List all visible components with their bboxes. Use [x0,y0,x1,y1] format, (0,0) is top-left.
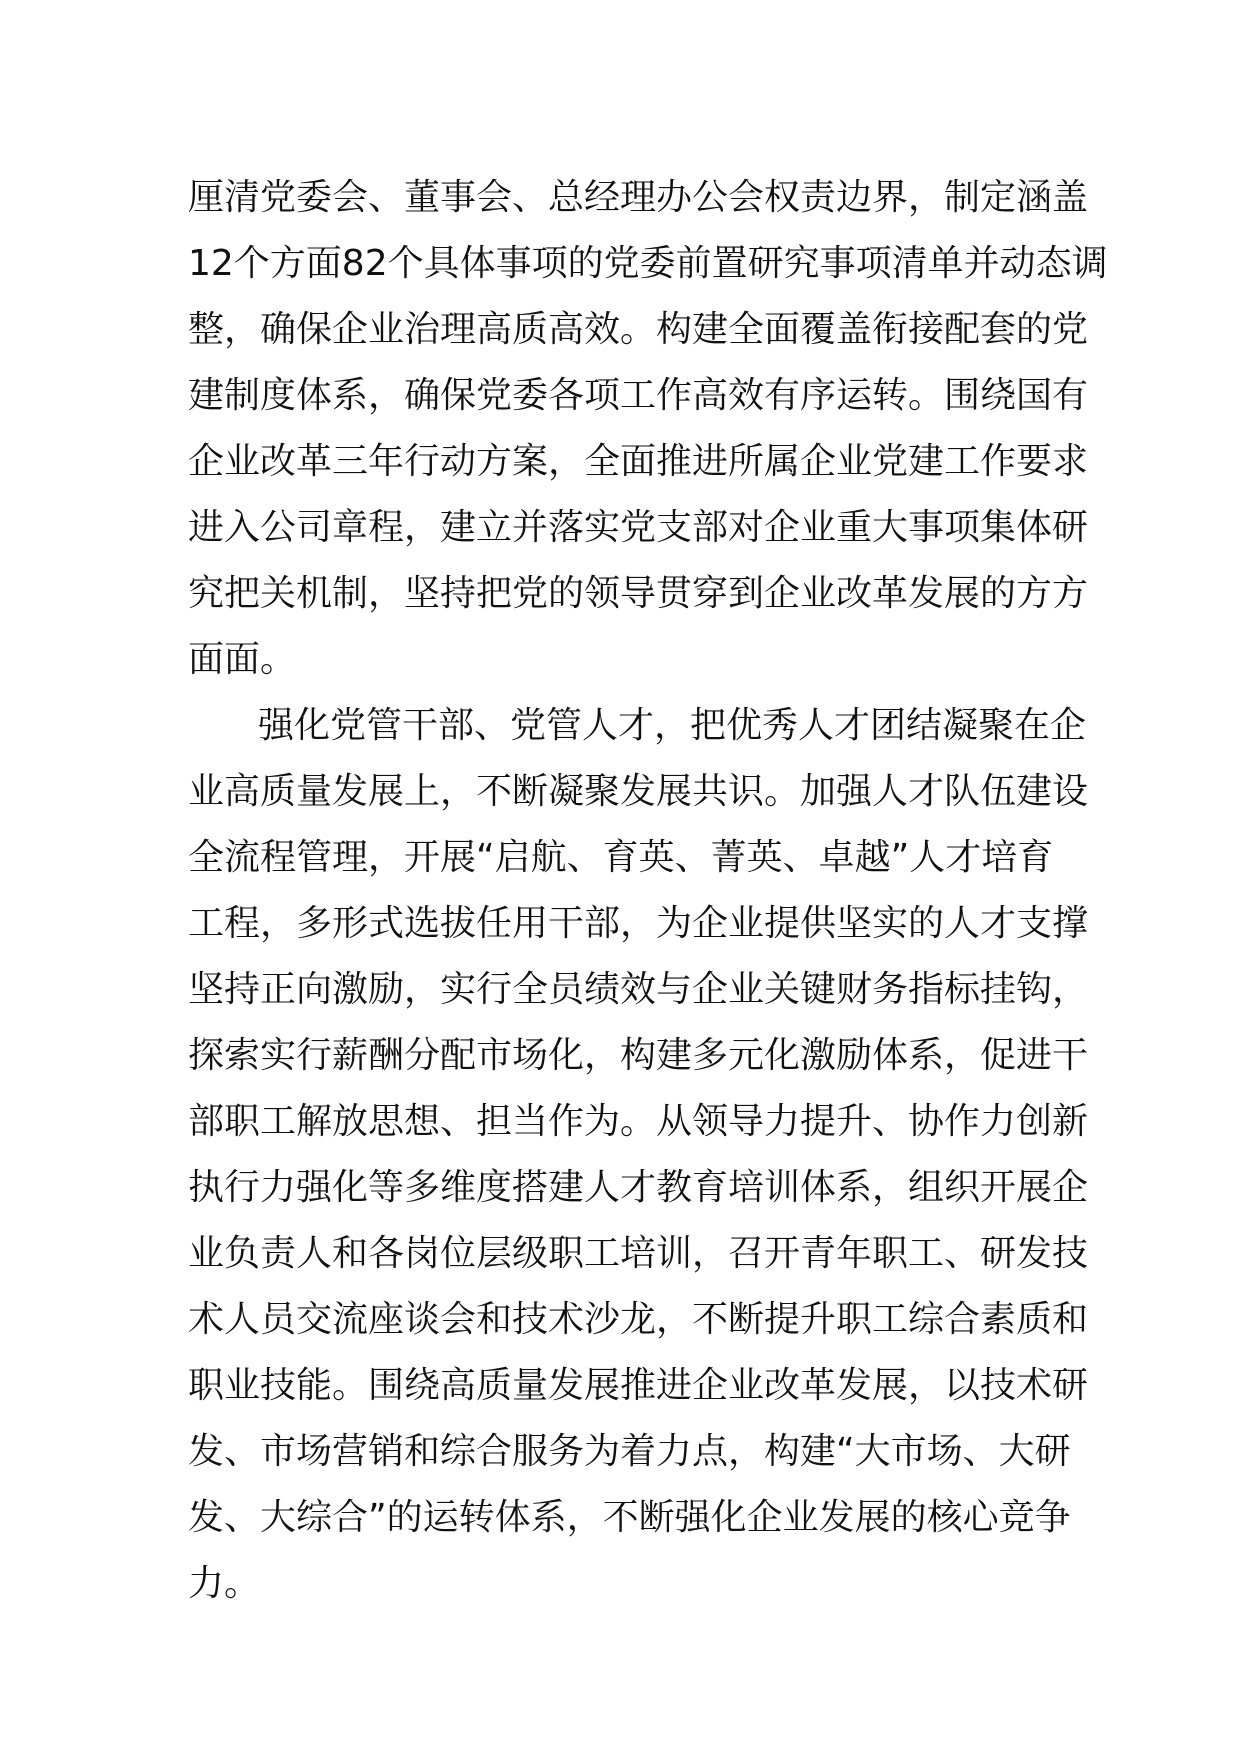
text-line: 进入公司章程，建立并落实党支部对企业重大事项集体研 [188,507,1089,548]
text-line: 探索实行薪酬分配市场化，构建多元化激励体系，促进干 [188,1035,1089,1076]
text-line: 发、市场营销和综合服务为着力点，构建“大市场、大研 [188,1431,1071,1472]
text-line: 面面。 [188,639,297,680]
text-line: 企业改革三年行动方案，全面推进所属企业党建工作要求 [188,441,1089,482]
paragraph-1 [188,165,1108,693]
text-line: 12个方面82个具体事项的党委前置研究事项清单并动态调 [188,243,1108,284]
text-line: 究把关机制，坚持把党的领导贯穿到企业改革发展的方方 [188,573,1089,614]
text-line-indented: 强化党管干部、党管人才，把优秀人才团结凝聚在企 [258,705,1087,746]
text-line: 术人员交流座谈会和技术沙龙，不断提升职工综合素质和 [188,1299,1089,1340]
text-line: 业负责人和各岗位层级职工培训，召开青年职工、研发技 [188,1233,1089,1274]
text-line: 整，确保企业治理高质高效。构建全面覆盖衔接配套的党 [188,309,1089,350]
text-line: 发、大综合”的运转体系，不断强化企业发展的核心竞争 [188,1497,1071,1538]
text-line: 工程，多形式选拔任用干部，为企业提供坚实的人才支撑 [188,903,1089,944]
paragraph-2 [188,693,1089,1617]
text-line: 力。 [188,1563,261,1604]
text-line: 全流程管理，开展“启航、育英、菁英、卓越”人才培育 [188,837,1054,878]
text-line: 执行力强化等多维度搭建人才教育培训体系，组织开展企 [188,1167,1089,1208]
text-line: 业高质量发展上，不断凝聚发展共识。加强人才队伍建设 [188,771,1089,812]
document-body [188,165,1108,1617]
text-line: 坚持正向激励，实行全员绩效与企业关键财务指标挂钩， [188,969,1089,1010]
text-line: 部职工解放思想、担当作为。从领导力提升、协作力创新 [188,1101,1089,1142]
text-line: 职业技能。围绕高质量发展推进企业改革发展，以技术研 [188,1365,1089,1406]
text-line: 建制度体系，确保党委各项工作高效有序运转。围绕国有 [188,375,1089,416]
text-line: 厘清党委会、董事会、总经理办公会权责边界，制定涵盖 [188,177,1089,218]
